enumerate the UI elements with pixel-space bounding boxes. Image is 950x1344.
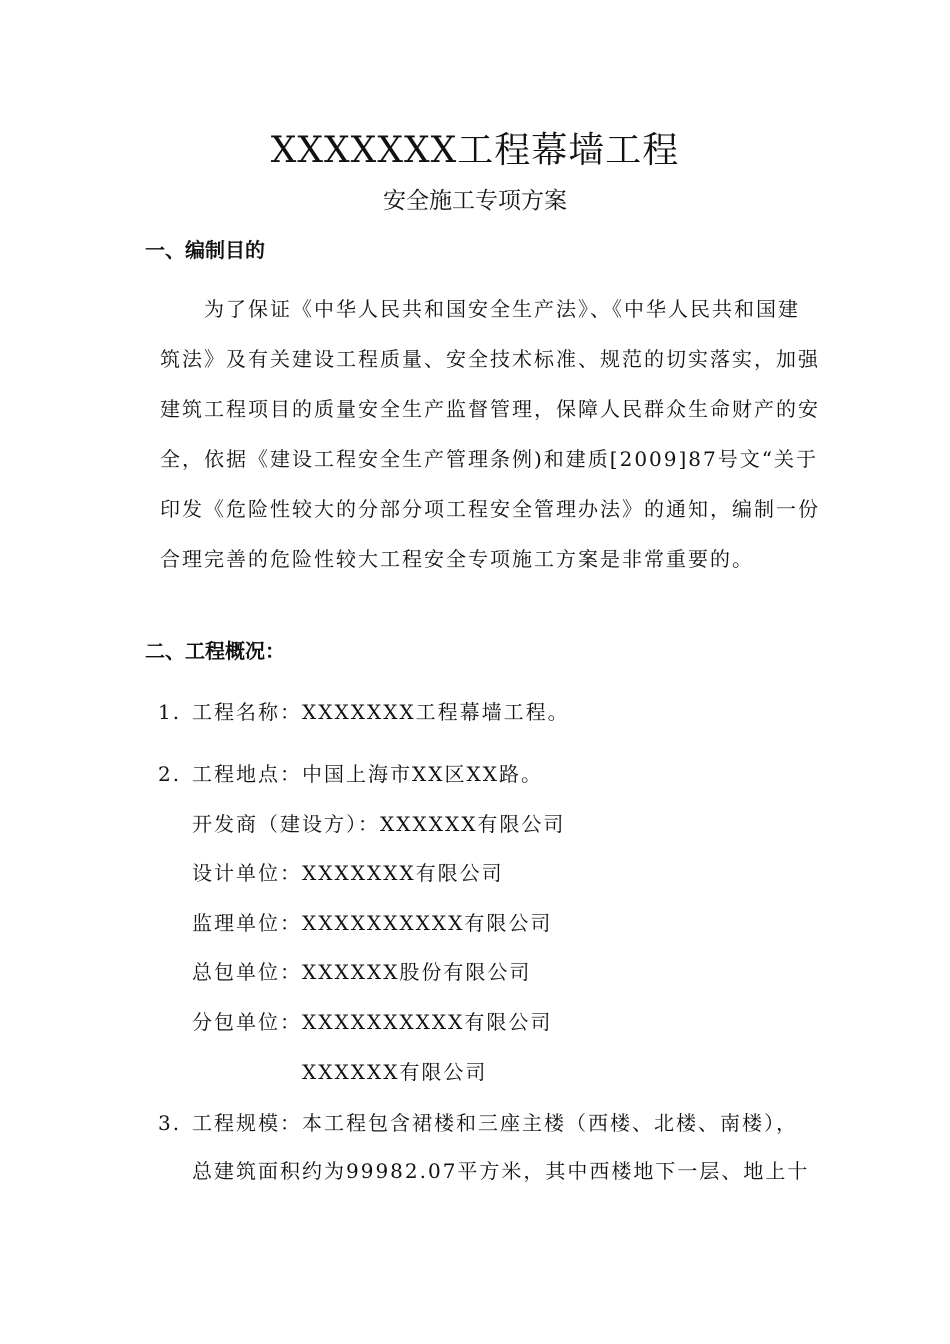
overview-item-location bbox=[158, 759, 543, 789]
overview-item-name bbox=[158, 697, 570, 727]
overview-item-scale bbox=[158, 1108, 798, 1138]
subcontractor-line: 分包单位：XXXXXXXXXX有限公司 bbox=[192, 1010, 553, 1034]
item-text: 工程规模：本工程包含裙楼和三座主楼（西楼、北楼、南楼）， bbox=[192, 1111, 798, 1135]
item-number: 1. bbox=[158, 700, 182, 724]
item-number: 3. bbox=[158, 1111, 182, 1135]
document-subtitle: 安全施工专项方案 bbox=[383, 188, 567, 214]
subcontractor-line-2: XXXXXX有限公司 bbox=[302, 1060, 488, 1084]
developer-line: 开发商（建设方）：XXXXXX有限公司 bbox=[192, 812, 566, 836]
item-text: 工程名称：XXXXXXX工程幕墙工程。 bbox=[192, 700, 570, 724]
general-contractor-line: 总包单位：XXXXXX股份有限公司 bbox=[192, 960, 532, 984]
purpose-text: 为了保证《中华人民共和国安全生产法》、《中华人民共和国建筑法》及有关建设工程质量、安全技术标准、规范的切实落实，加强建筑工程项目的质量安全生产监督管理，保障人民群众生命财产的安全，依据《建设工程安全生产管理条例)和建质[2009]87号文“关于印发《危险性较大的分部分项工程安全管理办法》的通知，编制一份合理完善的危险性较大工程安全专项施工方案是非常重要的。 bbox=[160, 297, 820, 571]
purpose-paragraph bbox=[160, 284, 820, 584]
section-heading-purpose: 一、编制目的 bbox=[145, 238, 265, 262]
item-text: 工程地点：中国上海市XX区XX路。 bbox=[192, 762, 543, 786]
item-number: 2. bbox=[158, 762, 182, 786]
scale-continuation-line: 总建筑面积约为99982.07平方米，其中西楼地下一层、地上十 bbox=[192, 1159, 810, 1183]
designer-line: 设计单位：XXXXXXX有限公司 bbox=[192, 861, 504, 885]
supervisor-line: 监理单位：XXXXXXXXXX有限公司 bbox=[192, 911, 553, 935]
document-title: XXXXXXX工程幕墙工程 bbox=[270, 130, 680, 171]
section-heading-overview: 二、工程概况： bbox=[145, 639, 285, 663]
